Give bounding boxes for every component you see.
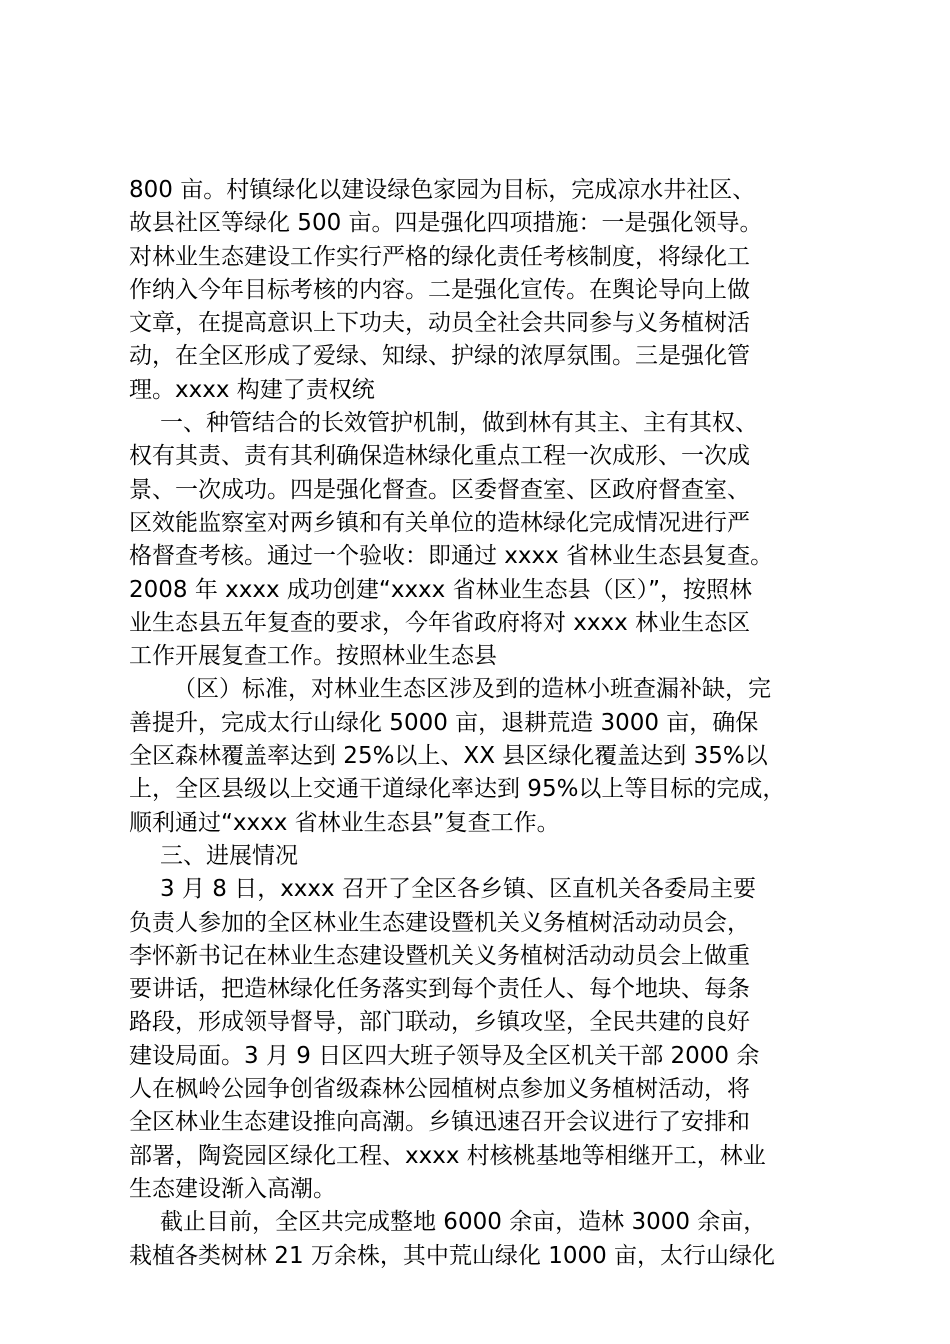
section-heading: 三、进展情况 xyxy=(160,842,298,869)
text-line: 全区林业生态建设推向高潮。乡镇迅速召开会议进行了安排和 xyxy=(129,1109,750,1136)
text-line: 故县社区等绿化 500 亩。四是强化四项措施：一是强化领导。 xyxy=(129,210,763,237)
text-line: 要讲话，把造林绿化任务落实到每个责任人、每个地块、每条 xyxy=(129,976,750,1003)
text-line: 全区森林覆盖率达到 25%以上、XX 县区绿化覆盖达到 35%以 xyxy=(129,743,768,770)
body-text xyxy=(129,174,849,1273)
text-line: 文章，在提高意识上下功夫，动员全社会共同参与义务植树活 xyxy=(129,310,750,337)
text-line: 善提升，完成太行山绿化 5000 亩，退耕荒造 3000 亩，确保 xyxy=(129,709,759,736)
text-line: 对林业生态建设工作实行严格的绿化责任考核制度，将绿化工 xyxy=(129,243,750,270)
text-line: 栽植各类树林 21 万余株，其中荒山绿化 1000 亩，太行山绿化 xyxy=(129,1242,776,1269)
text-line: 动，在全区形成了爱绿、知绿、护绿的浓厚氛围。三是强化管 xyxy=(129,343,750,370)
text-line: 生态建设渐入高潮。 xyxy=(129,1175,336,1202)
text-line: 格督查考核。通过一个验收：即通过 xxxx 省林业生态县复查。 xyxy=(129,543,774,570)
text-line: 景、一次成功。四是强化督查。区委督查室、区政府督查室、 xyxy=(129,476,750,503)
text-line: 区效能监察室对两乡镇和有关单位的造林绿化完成情况进行严 xyxy=(129,509,750,536)
text-line: 权有其责、责有其利确保造林绿化重点工程一次成形、一次成 xyxy=(129,443,750,470)
text-line: 李怀新书记在林业生态建设暨机关义务植树活动动员会上做重 xyxy=(129,942,750,969)
text-line: 路段，形成领导督导，部门联动，乡镇攻坚，全民共建的良好 xyxy=(129,1009,750,1036)
paragraph-start-line: 一、种管结合的长效管护机制，做到林有其主、主有其权、 xyxy=(160,410,758,437)
text-line: 部署，陶瓷园区绿化工程、xxxx 村核桃基地等相继开工，林业 xyxy=(129,1142,766,1169)
paragraph-start-line: 3 月 8 日，xxxx 召开了全区各乡镇、区直机关各委局主要 xyxy=(160,876,756,903)
paragraph-start-line: （区）标准，对林业生态区涉及到的造林小班查漏补缺，完 xyxy=(173,676,771,703)
text-line: 负责人参加的全区林业生态建设暨机关义务植树活动动员会， xyxy=(129,909,750,936)
text-line: 顺利通过“xxxx 省林业生态县”复查工作。 xyxy=(129,809,560,836)
paragraph-start-line: 截止目前，全区共完成整地 6000 余亩，造林 3000 余亩， xyxy=(160,1209,767,1236)
text-line: 人在枫岭公园争创省级森林公园植树点参加义务植树活动，将 xyxy=(129,1076,750,1103)
text-line: 工作开展复查工作。按照林业生态县 xyxy=(129,643,497,670)
text-line: 建设局面。3 月 9 日区四大班子领导及全区机关干部 2000 余 xyxy=(129,1042,760,1069)
text-line: 业生态县五年复查的要求，今年省政府将对 xxxx 林业生态区 xyxy=(129,609,751,636)
text-line: 800 亩。村镇绿化以建设绿色家园为目标，完成凉水井社区、 xyxy=(129,177,756,203)
text-line: 作纳入今年目标考核的内容。二是强化宣传。在舆论导向上做 xyxy=(129,276,750,303)
text-line: 2008 年 xxxx 成功创建“xxxx 省林业生态县（区）”，按照林 xyxy=(129,576,752,603)
text-line: 上，全区县级以上交通干道绿化率达到 95%以上等目标的完成， xyxy=(129,776,786,803)
text-line: 理。xxxx 构建了责权统 xyxy=(129,376,375,403)
